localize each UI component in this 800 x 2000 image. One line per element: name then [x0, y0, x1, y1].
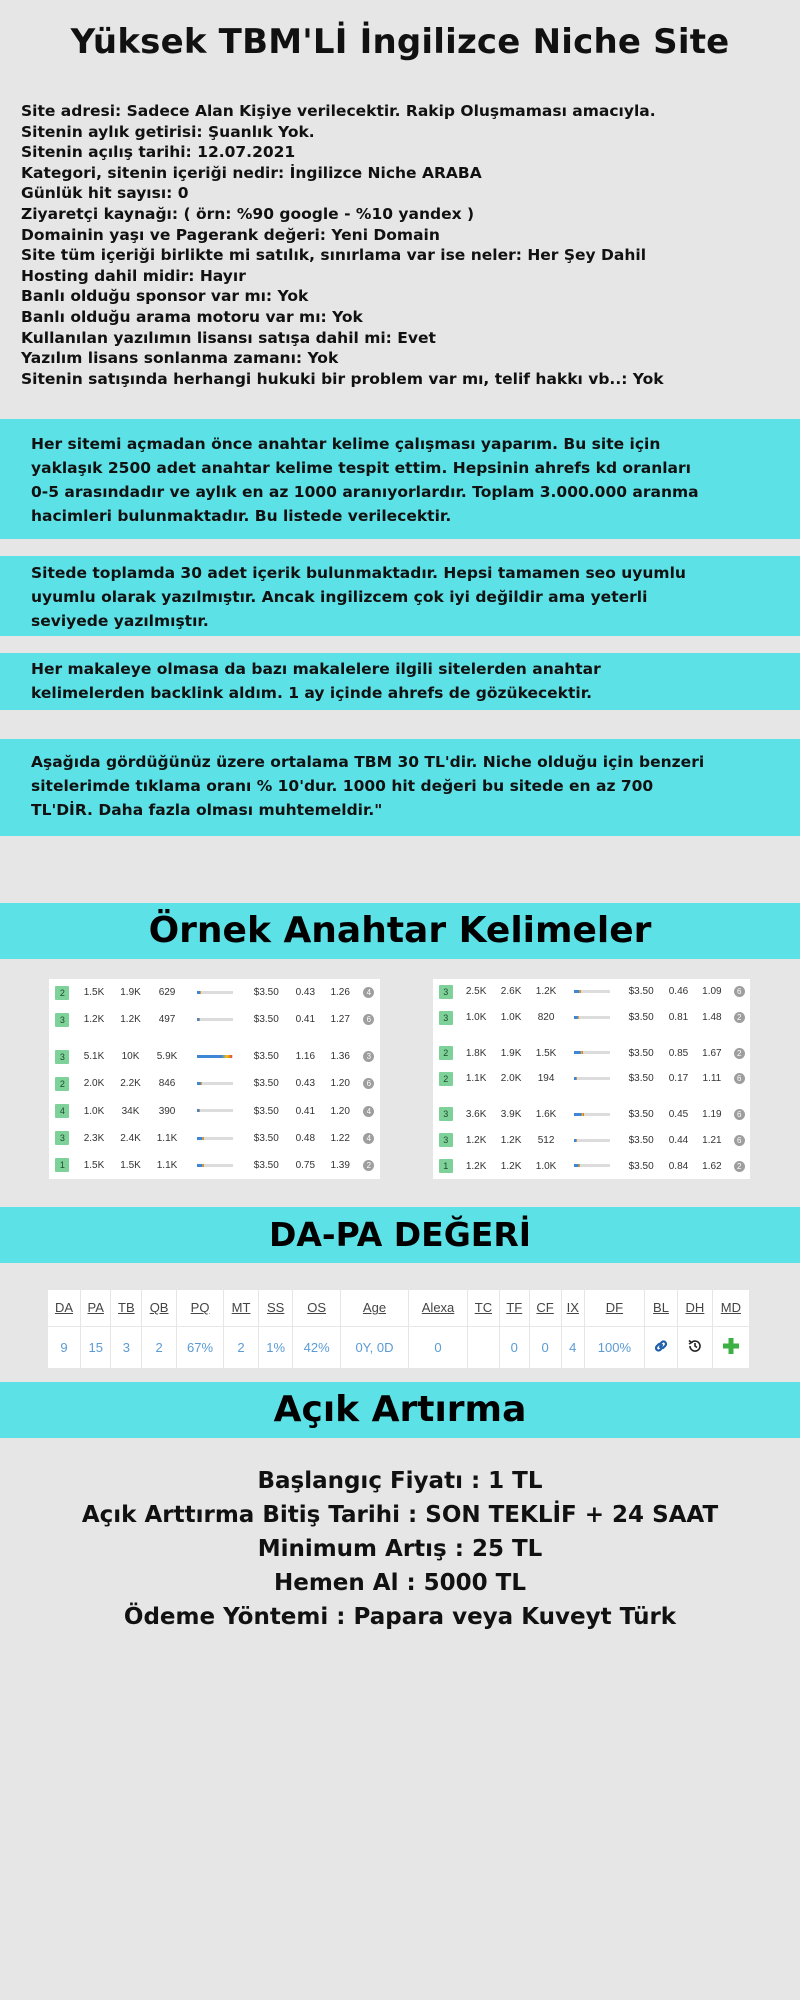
band-line: kelimelerden backlink aldım. 1 ay içinde ahrefs de gözükecektir. [31, 684, 593, 702]
clicks-bar [197, 1137, 233, 1140]
traffic-cell: 1.0K [535, 1160, 557, 1172]
parent-topic-cell [729, 1066, 750, 1092]
info-opening-date: Sitenin açılış tarihi: 12.07.2021 [21, 143, 296, 162]
kd-cell [49, 1070, 76, 1097]
metric-value-mt: 2 [224, 1326, 259, 1368]
kd-badge: 3 [55, 1050, 69, 1064]
traffic-cell: 1.6K [535, 1108, 557, 1120]
kd-badge: 2 [55, 1077, 69, 1091]
traffic-cell: 512 [537, 1134, 555, 1146]
metric-value-ix: 4 [561, 1326, 584, 1368]
count-badge: 4 [363, 1106, 374, 1117]
clicks-bar-cell [185, 1043, 244, 1070]
gap-cell [49, 1033, 76, 1043]
clicks-bar-cell [185, 1152, 244, 1179]
rr-cell: 1.20 [330, 1078, 350, 1090]
metric-value-qb: 2 [142, 1326, 177, 1368]
parent-topic-cell [358, 1152, 380, 1179]
rr-cell: 1.22 [330, 1132, 350, 1144]
band-line: Her sitemi açmadan önce anahtar kelime çalışması yaparım. Bu site için [31, 435, 661, 453]
clicks-bar-fill [574, 1051, 583, 1054]
global-volume-cell: 1.5K [120, 1159, 141, 1171]
metric-header-mt[interactable]: MT [224, 1290, 259, 1326]
parent-topic-cell [729, 1040, 750, 1066]
cps-cell: 0.41 [295, 1105, 316, 1117]
parent-topic-cell [358, 1006, 380, 1033]
metric-value-os: 42% [293, 1326, 340, 1368]
count-badge: 6 [734, 1135, 745, 1146]
clicks-bar [574, 1139, 610, 1142]
kd-cell [49, 1006, 76, 1033]
band-line: Sitede toplamda 30 adet içerik bulunmaktadır. Hepsi tamamen seo uyumlu [31, 564, 686, 582]
info-license-expiry: Yazılım lisans sonlanma zamanı: Yok [21, 349, 339, 368]
metric-value-pq: 67% [176, 1326, 223, 1368]
metric-value-bl[interactable] [644, 1326, 677, 1368]
volume-cell: 1.2K [465, 1160, 487, 1172]
rr-cell: 1.20 [330, 1105, 350, 1117]
cpc-cell: $3.50 [628, 1047, 654, 1059]
band-line: 0-5 arasındadır ve aylık en az 1000 aranıyorlardır. Toplam 3.000.000 aranma [31, 483, 699, 501]
global-volume-cell: 3.9K [500, 1108, 522, 1120]
volume-cell: 2.0K [83, 1078, 105, 1090]
metric-value-pa: 15 [80, 1326, 110, 1368]
cpc-cell: $3.50 [253, 1159, 279, 1171]
volume-cell: 3.6K [465, 1108, 487, 1120]
metric-header-pa[interactable]: PA [80, 1290, 110, 1326]
clicks-bar-fill [197, 1109, 200, 1112]
clicks-bar-cell [564, 1005, 621, 1031]
volume-cell: 2.5K [465, 986, 487, 998]
count-badge: 4 [363, 987, 374, 998]
traffic-cell: 194 [537, 1073, 555, 1085]
traffic-cell: 820 [537, 1012, 555, 1024]
metric-value-da: 9 [48, 1326, 80, 1368]
volume-cell: 1.0K [83, 1105, 105, 1117]
metric-value-alexa: 0 [409, 1326, 468, 1368]
kd-badge: 4 [55, 1104, 69, 1118]
kd-cell [49, 979, 76, 1006]
info-traffic-source: Ziyaretçi kaynağı: ( örn: %90 google - %10 yandex ) [21, 204, 475, 223]
parent-topic-cell [358, 979, 380, 1006]
count-badge: 6 [734, 1073, 745, 1084]
keyword-row [433, 1066, 750, 1092]
clicks-bar [574, 1164, 610, 1167]
cps-cell: 0.75 [295, 1159, 316, 1171]
metric-header-ix[interactable]: IX [561, 1290, 584, 1326]
clicks-bar [197, 1109, 233, 1112]
rr-cell: 1.48 [702, 1012, 722, 1024]
cpc-cell: $3.50 [628, 1073, 654, 1085]
dapa-header [0, 1207, 800, 1263]
kd-cell [433, 1066, 459, 1092]
auction-title: Açık Artırma [273, 1389, 527, 1430]
global-volume-cell: 1.2K [120, 1014, 141, 1026]
keyword-row [433, 1040, 750, 1066]
cpc-cell: $3.50 [253, 1132, 279, 1144]
metric-header-ss[interactable]: SS [258, 1290, 293, 1326]
count-badge: 2 [363, 1160, 374, 1171]
cps-cell: 0.44 [668, 1134, 689, 1146]
cps-cell: 0.84 [668, 1160, 689, 1172]
info-content-included: Site tüm içeriği birlikte mi satılık, sınırlama var ise neler: Her Şey Dahil [21, 246, 647, 265]
metric-header-tb[interactable]: TB [111, 1290, 142, 1326]
info-banned-search-engine: Banlı olduğu arama motoru var mı: Yok [21, 307, 363, 326]
link-icon[interactable] [652, 1343, 670, 1358]
count-badge: 2 [734, 1161, 745, 1172]
parent-topic-cell [729, 1153, 750, 1179]
kd-cell [433, 1005, 459, 1031]
rr-cell: 1.11 [702, 1073, 722, 1085]
backlink-band [0, 653, 800, 710]
history-icon[interactable] [686, 1343, 704, 1358]
clicks-bar [574, 1113, 610, 1116]
kd-badge: 3 [439, 985, 453, 999]
info-legal-issues: Sitenin satışında herhangi hukuki bir problem var mı, telif hakkı vb..: Yok [21, 369, 664, 388]
global-volume-cell: 1.0K [500, 1012, 522, 1024]
cpc-cell: $3.50 [253, 987, 279, 999]
row-gap [433, 1092, 750, 1102]
clicks-bar-fill [574, 1139, 577, 1142]
traffic-cell: 629 [158, 987, 176, 999]
cps-cell: 0.46 [668, 986, 689, 998]
rr-cell: 1.27 [330, 1014, 350, 1026]
keyword-row [49, 1006, 380, 1033]
auction-min-increment: Minimum Artış : 25 TL [257, 1536, 543, 1562]
metric-value-ss: 1% [258, 1326, 293, 1368]
rr-cell: 1.36 [330, 1051, 350, 1063]
rr-cell: 1.62 [702, 1160, 722, 1172]
gap-cell [433, 1031, 459, 1041]
count-badge: 2 [734, 1012, 745, 1023]
clicks-bar-fill [197, 1137, 204, 1140]
clicks-bar-cell [564, 1101, 621, 1127]
volume-cell: 1.5K [83, 1159, 105, 1171]
clicks-bar-fill [574, 1164, 580, 1167]
band-line: sitelerimde tıklama oranı % 10'dur. 1000 hit değeri bu sitede en az 700 [31, 777, 654, 795]
keyword-row [433, 1127, 750, 1153]
kd-cell [49, 1152, 76, 1179]
metric-value-age: 0Y, 0D [340, 1326, 408, 1368]
metric-value-df: 100% [584, 1326, 644, 1368]
auction-details [0, 1464, 800, 1634]
count-badge: 2 [734, 1048, 745, 1059]
keyword-row [49, 979, 380, 1006]
keywords-table-right [433, 979, 750, 1179]
clicks-bar-fill [197, 1018, 200, 1021]
global-volume-cell: 34K [121, 1105, 140, 1117]
metric-value-tc [467, 1326, 499, 1368]
clicks-bar [574, 1077, 610, 1080]
global-volume-cell: 1.9K [500, 1047, 522, 1059]
metric-value-tb: 3 [111, 1326, 142, 1368]
count-badge: 4 [363, 1133, 374, 1144]
global-volume-cell: 1.2K [500, 1134, 522, 1146]
clicks-bar-cell [564, 1066, 621, 1092]
clicks-bar-fill [574, 1113, 584, 1116]
global-volume-cell: 1.9K [120, 987, 141, 999]
info-banned-sponsor: Banlı olduğu sponsor var mı: Yok [21, 287, 309, 306]
rr-cell: 1.67 [702, 1047, 722, 1059]
plus-icon[interactable] [722, 1343, 740, 1358]
volume-cell: 1.1K [465, 1073, 487, 1085]
count-badge: 6 [363, 1078, 374, 1089]
kd-badge: 2 [439, 1046, 453, 1060]
traffic-cell: 497 [158, 1014, 176, 1026]
cpc-cell: $3.50 [253, 1014, 279, 1026]
band-line: uyumlu olarak yazılmıştır. Ancak ingilizcem çok iyi değildir ama yeterli [31, 588, 648, 606]
auction-end-date: Açık Arttırma Bitiş Tarihi : SON TEKLİF + 24 SAAT [81, 1502, 719, 1528]
metric-header-os[interactable]: OS [293, 1290, 340, 1326]
parent-topic-cell [729, 1127, 750, 1153]
content-band [0, 556, 800, 636]
traffic-cell: 5.9K [156, 1051, 178, 1063]
metric-value-md[interactable] [712, 1326, 749, 1368]
kd-badge: 1 [55, 1158, 69, 1172]
global-volume-cell: 1.2K [500, 1160, 522, 1172]
info-monthly-income: Sitenin aylık getirisi: Şuanlık Yok. [21, 122, 315, 141]
parent-topic-cell [729, 1101, 750, 1127]
clicks-bar [197, 1018, 233, 1021]
row-gap [49, 1033, 380, 1043]
volume-cell: 1.0K [465, 1012, 487, 1024]
dapa-header-row [48, 1290, 750, 1326]
band-line: yaklaşık 2500 adet anahtar kelime tespit ettim. Hepsinin ahrefs kd oranları [31, 459, 691, 477]
info-daily-hits: Günlük hit sayısı: 0 [21, 184, 189, 203]
kd-badge: 3 [439, 1011, 453, 1025]
rr-cell: 1.09 [702, 986, 722, 998]
band-line: seviyede yazılmıştır. [31, 612, 209, 630]
keyword-row [49, 1043, 380, 1070]
keyword-row [49, 1152, 380, 1179]
count-badge: 6 [363, 1014, 374, 1025]
metric-header-bl[interactable]: BL [644, 1290, 677, 1326]
traffic-cell: 1.1K [156, 1159, 178, 1171]
gap-cell [433, 1092, 459, 1102]
dapa-metrics-table [48, 1290, 750, 1368]
kd-cell [433, 979, 459, 1005]
parent-topic-cell [729, 979, 750, 1005]
volume-cell: 1.8K [465, 1047, 487, 1059]
row-gap [433, 1031, 750, 1041]
clicks-bar-cell [564, 1040, 621, 1066]
auction-header [0, 1382, 800, 1438]
volume-cell: 1.2K [83, 1014, 105, 1026]
metric-header-da[interactable]: DA [48, 1290, 80, 1326]
parent-topic-cell [358, 1125, 380, 1152]
keyword-row [49, 1070, 380, 1097]
global-volume-cell: 2.6K [500, 986, 522, 998]
metric-header-tc[interactable]: TC [467, 1290, 499, 1326]
kd-cell [49, 1043, 76, 1070]
info-category: Kategori, sitenin içeriği nedir: İngilizce Niche ARABA [21, 163, 482, 182]
cpc-cell: $3.50 [628, 1012, 654, 1024]
kd-badge: 3 [439, 1133, 453, 1147]
clicks-bar-cell [564, 1127, 621, 1153]
kd-cell [433, 1040, 459, 1066]
global-volume-cell: 2.0K [500, 1073, 522, 1085]
clicks-bar-cell [185, 1006, 244, 1033]
band-line: hacimleri bulunmaktadır. Bu listede verilecektir. [31, 507, 452, 525]
clicks-bar-cell [185, 1070, 244, 1097]
clicks-bar-fill [197, 1082, 202, 1085]
cpc-cell: $3.50 [628, 1108, 654, 1120]
cps-cell: 0.81 [668, 1012, 689, 1024]
rr-cell: 1.26 [330, 987, 350, 999]
clicks-bar-fill [574, 1016, 579, 1019]
keyword-row [49, 1098, 380, 1125]
kd-badge: 3 [439, 1107, 453, 1121]
auction-start-price: Başlangıç Fiyatı : 1 TL [257, 1468, 543, 1494]
cpc-cell: $3.50 [628, 1134, 654, 1146]
cps-cell: 0.43 [295, 987, 316, 999]
volume-cell: 1.2K [465, 1134, 487, 1146]
metric-value-tf: 0 [499, 1326, 529, 1368]
global-volume-cell: 10K [121, 1051, 140, 1063]
metric-header-age[interactable]: Age [340, 1290, 408, 1326]
cps-cell: 1.16 [295, 1051, 316, 1063]
keyword-row [433, 1153, 750, 1179]
dapa-value-row [48, 1326, 750, 1368]
parent-topic-cell [358, 1098, 380, 1125]
traffic-cell: 390 [158, 1105, 176, 1117]
traffic-cell: 1.5K [535, 1047, 557, 1059]
cps-cell: 0.85 [668, 1047, 689, 1059]
clicks-bar-fill [574, 1077, 577, 1080]
cpc-cell: $3.50 [253, 1105, 279, 1117]
traffic-cell: 1.1K [156, 1132, 178, 1144]
kd-cell [433, 1101, 459, 1127]
rr-cell: 1.19 [702, 1108, 722, 1120]
cps-cell: 0.17 [668, 1073, 689, 1085]
kd-cell [49, 1098, 76, 1125]
clicks-bar-fill [574, 990, 581, 993]
metric-header-cf[interactable]: CF [529, 1290, 561, 1326]
clicks-bar-fill [197, 991, 201, 994]
metric-header-tf[interactable]: TF [499, 1290, 529, 1326]
clicks-bar [574, 990, 610, 993]
cpc-cell: $3.50 [253, 1078, 279, 1090]
kd-badge: 2 [439, 1072, 453, 1086]
volume-cell: 5.1K [83, 1051, 105, 1063]
traffic-cell: 1.2K [535, 986, 557, 998]
clicks-bar [197, 1164, 233, 1167]
clicks-bar-fill [197, 1164, 204, 1167]
metric-header-pq[interactable]: PQ [176, 1290, 223, 1326]
global-volume-cell: 2.4K [120, 1132, 141, 1144]
info-software-license: Kullanılan yazılımın lisansı satışa dahil mi: Evet [21, 328, 436, 347]
kd-cell [433, 1127, 459, 1153]
cpc-band [0, 739, 800, 836]
parent-topic-cell [358, 1043, 380, 1070]
keyword-row [433, 1101, 750, 1127]
kd-badge: 1 [439, 1159, 453, 1173]
kd-cell [49, 1125, 76, 1152]
kd-cell [433, 1153, 459, 1179]
rr-cell: 1.21 [702, 1134, 722, 1146]
auction-payment-method: Ödeme Yöntemi : Papara veya Kuveyt Türk [123, 1604, 677, 1630]
clicks-bar-cell [185, 1125, 244, 1152]
clicks-bar-cell [185, 1098, 244, 1125]
metric-header-md[interactable]: MD [712, 1290, 749, 1326]
metric-value-dh[interactable] [678, 1326, 713, 1368]
kd-badge: 3 [55, 1013, 69, 1027]
keyword-research-band [0, 419, 800, 539]
metric-header-alexa[interactable]: Alexa [409, 1290, 468, 1326]
clicks-bar-cell [185, 979, 244, 1006]
metric-value-cf: 0 [529, 1326, 561, 1368]
cps-cell: 0.41 [295, 1014, 316, 1026]
cpc-cell: $3.50 [628, 1160, 654, 1172]
kd-badge: 3 [55, 1131, 69, 1145]
parent-topic-cell [358, 1070, 380, 1097]
clicks-bar [574, 1016, 610, 1019]
count-badge: 3 [363, 1051, 374, 1062]
count-badge: 6 [734, 986, 745, 997]
clicks-bar [197, 1055, 233, 1058]
rr-cell: 1.39 [330, 1159, 350, 1171]
global-volume-cell: 2.2K [120, 1078, 141, 1090]
clicks-bar [197, 1082, 233, 1085]
cps-cell: 0.45 [668, 1108, 689, 1120]
traffic-cell: 846 [158, 1078, 176, 1090]
keyword-row [49, 1125, 380, 1152]
metric-header-qb[interactable]: QB [142, 1290, 177, 1326]
keywords-title: Örnek Anahtar Kelimeler [148, 910, 652, 951]
keywords-table-left [49, 979, 380, 1179]
volume-cell: 2.3K [83, 1132, 105, 1144]
cpc-cell: $3.50 [253, 1051, 279, 1063]
dapa-title: DA-PA DEĞERİ [268, 1215, 532, 1254]
kd-badge: 2 [55, 986, 69, 1000]
info-site-address: Site adresi: Sadece Alan Kişiye verilecektir. Rakip Oluşmaması amacıyla. [21, 102, 656, 120]
parent-topic-cell [729, 1005, 750, 1031]
keyword-row [433, 1005, 750, 1031]
clicks-bar [197, 991, 233, 994]
band-line: Aşağıda gördüğünüz üzere ortalama TBM 30 TL'dir. Niche olduğu için benzeri [31, 753, 705, 771]
clicks-bar-fill [197, 1055, 232, 1058]
metric-header-df[interactable]: DF [584, 1290, 644, 1326]
site-info-list [21, 101, 781, 389]
band-line: Her makaleye olmasa da bazı makalelere ilgili sitelerden anahtar [31, 660, 601, 678]
cps-cell: 0.48 [295, 1132, 316, 1144]
cps-cell: 0.43 [295, 1078, 316, 1090]
keywords-header [0, 903, 800, 959]
clicks-bar-cell [564, 979, 621, 1005]
info-domain-age: Domainin yaşı ve Pagerank değeri: Yeni Domain [21, 225, 440, 244]
clicks-bar [574, 1051, 610, 1054]
clicks-bar-cell [564, 1153, 621, 1179]
info-hosting: Hosting dahil midir: Hayır [21, 266, 246, 285]
keyword-row [433, 979, 750, 1005]
count-badge: 6 [734, 1109, 745, 1120]
band-line: TL'DİR. Daha fazla olması muhtemeldir." [31, 801, 383, 819]
metric-header-dh[interactable]: DH [678, 1290, 713, 1326]
page-title: Yüksek TBM'Lİ İngilizce Niche Site [70, 22, 730, 62]
volume-cell: 1.5K [83, 987, 105, 999]
auction-buy-now: Hemen Al : 5000 TL [273, 1570, 527, 1596]
cpc-cell: $3.50 [628, 986, 654, 998]
